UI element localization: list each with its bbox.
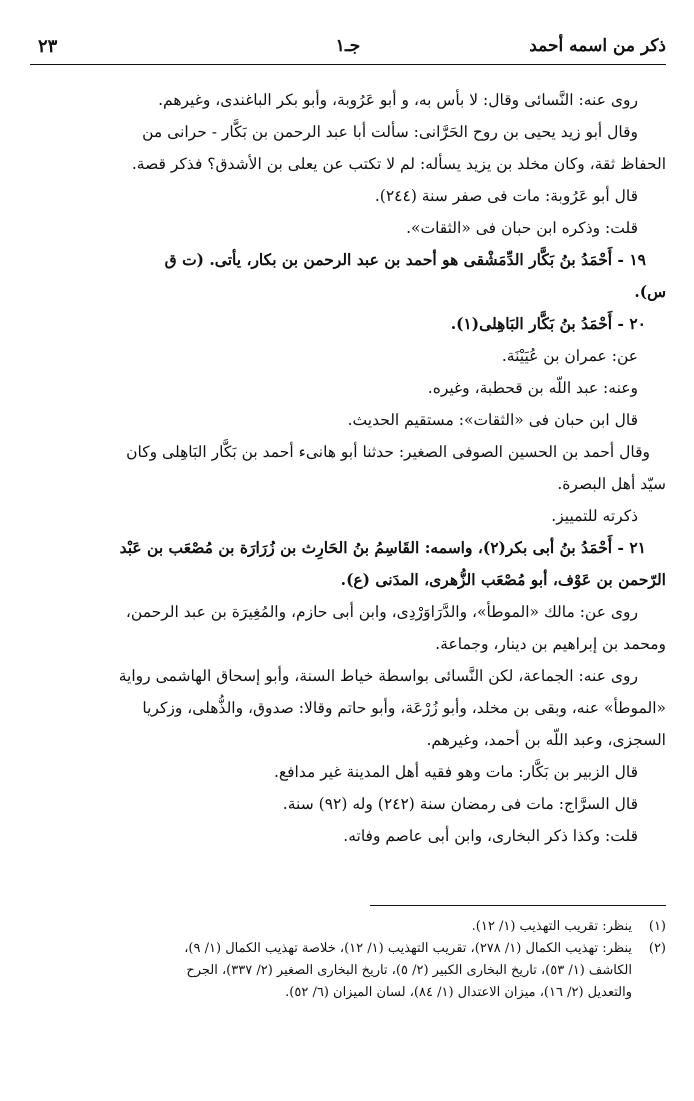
text-line: روى عن: مالك «الموطأ»، والدَّرَاوَرْدِى، وابن أبى حازم، والمُغِيرَة بن عبد الرحمن، — [125, 603, 638, 621]
footnote-1 — [30, 916, 666, 938]
text-line: قلت: وكذا ذكر البخارى، وابن أبى عاصم وفاته. — [343, 827, 638, 845]
text-line: روى عنه: الجماعة، لكن النَّسائى بواسطة خياط السنة، وأبو إسحاق الهاشمى رواية — [118, 667, 638, 685]
chapter-title: ذكر من اسمه أحمد — [529, 36, 666, 56]
footnote-2 — [30, 938, 666, 960]
text-line: ومحمد بن إبراهيم بن دينار، وجماعة. — [435, 635, 666, 653]
text-line: قال أبو عَرُوبة: مات فى صفر سنة (٢٤٤). — [374, 187, 638, 205]
text-line: قال السرَّاج: مات فى رمضان سنة (٢٤٢) وله (٩٢) سنة. — [282, 795, 638, 813]
text-line: قلت: وذكره ابن حبان فى «الثقات». — [406, 219, 638, 237]
main-text — [30, 84, 666, 852]
entry-heading-20: ٢٠ - أَحْمَدُ بنُ بَكَّار البَاهِلى(١). — [450, 314, 646, 333]
text-line: الحفاظ ثقة، وكان مخلد بن يزيد يسأله: لم لا تكتب عن يعلى بن الأشدق؟ فذكر قصة. — [131, 155, 666, 173]
text-line: روى عنه: النَّسائى وقال: لا بأس به، و أبو عَرُوبة، وأبو بكر الباغندى، وغيرهم. — [158, 91, 638, 109]
entry-heading-19: ١٩ - أَحْمَدُ بنُ بَكَّار الدِّمَشْقى هو أحمد بن عبد الرحمن بن بكار، يأتى. (ت ق — [164, 250, 646, 269]
text-line: «الموطأ» عنه، وبقى بن مخلد، وأبو زُرْعَة، وأبو حاتم وقالا: صدوق، والذُّهلى، وزكريا — [142, 699, 666, 717]
running-header — [30, 30, 666, 66]
text-line: السجزى، وعبد اللّه بن أحمد، وغيرهم. — [426, 731, 666, 749]
footnote-2-cont: الكاشف (١/ ٥٣)، تاريخ البخارى الكبير (٢/ ٥)، تاريخ البخارى الصغير (٢/ ٣٣٧)، الجرح — [186, 963, 632, 978]
text-line: قال الزبير بن بَكَّار: مات وهو فقيه أهل المدينة غير مدافع. — [273, 763, 638, 781]
footnote-divider — [370, 905, 666, 906]
volume-label: جـ١ — [335, 36, 361, 56]
header-divider — [30, 64, 666, 65]
footnotes — [30, 916, 666, 1004]
text-line: ذكرته للتمييز. — [551, 507, 638, 525]
text-line: سيّد أهل البصرة. — [557, 475, 666, 493]
text-line: وقال أحمد بن الحسين الصوفى الصغير: حدثنا أبو هانىء أحمد بن بَكَّار البَاهِلى وكان — [126, 443, 650, 461]
text-line: قال ابن حبان فى «الثقات»: مستقيم الحديث. — [347, 411, 638, 429]
footnote-2-cont: والتعديل (٢/ ١٦)، ميزان الاعتدال (١/ ٨٤)، لسان الميزان (٦/ ٥٢). — [285, 985, 632, 1000]
text-line: س). — [634, 282, 666, 301]
text-line: وعنه: عبد اللّه بن قحطبة، وغيره. — [427, 379, 638, 397]
page-number: ٢٣ — [38, 36, 58, 57]
footnote-text: ينظر: تهذيب الكمال (١/ ٢٧٨)، تقريب التهذيب (١/ ١٢)، خلاصة تهذيب الكمال (١/ ٩)، — [184, 941, 632, 956]
entry-heading-21: ٢١ - أَحْمَدُ بنُ أبى بكر(٢)، واسمه: القَاسِمُ بنُ الحَارِث بن زُرَارَة بن مُصْعَب بن عَبْد — [119, 538, 646, 557]
text-line: الرّحمن بن عَوْف، أبو مُصْعَب الزُّهرى، المدَنى (ع). — [340, 570, 666, 589]
text-line: وقال أبو زيد يحيى بن روح الحَرَّانى: سألت أبا عبد الرحمن بن بَكَّار - حرانى من — [142, 123, 638, 141]
footnote-text: ينظر: تقريب التهذيب (١/ ١٢). — [471, 919, 632, 934]
footnote-number: (٢) — [648, 941, 666, 956]
footnote-number: (١) — [648, 919, 666, 934]
text-line: عن: عمران بن عُيَيْنَة. — [501, 347, 638, 365]
